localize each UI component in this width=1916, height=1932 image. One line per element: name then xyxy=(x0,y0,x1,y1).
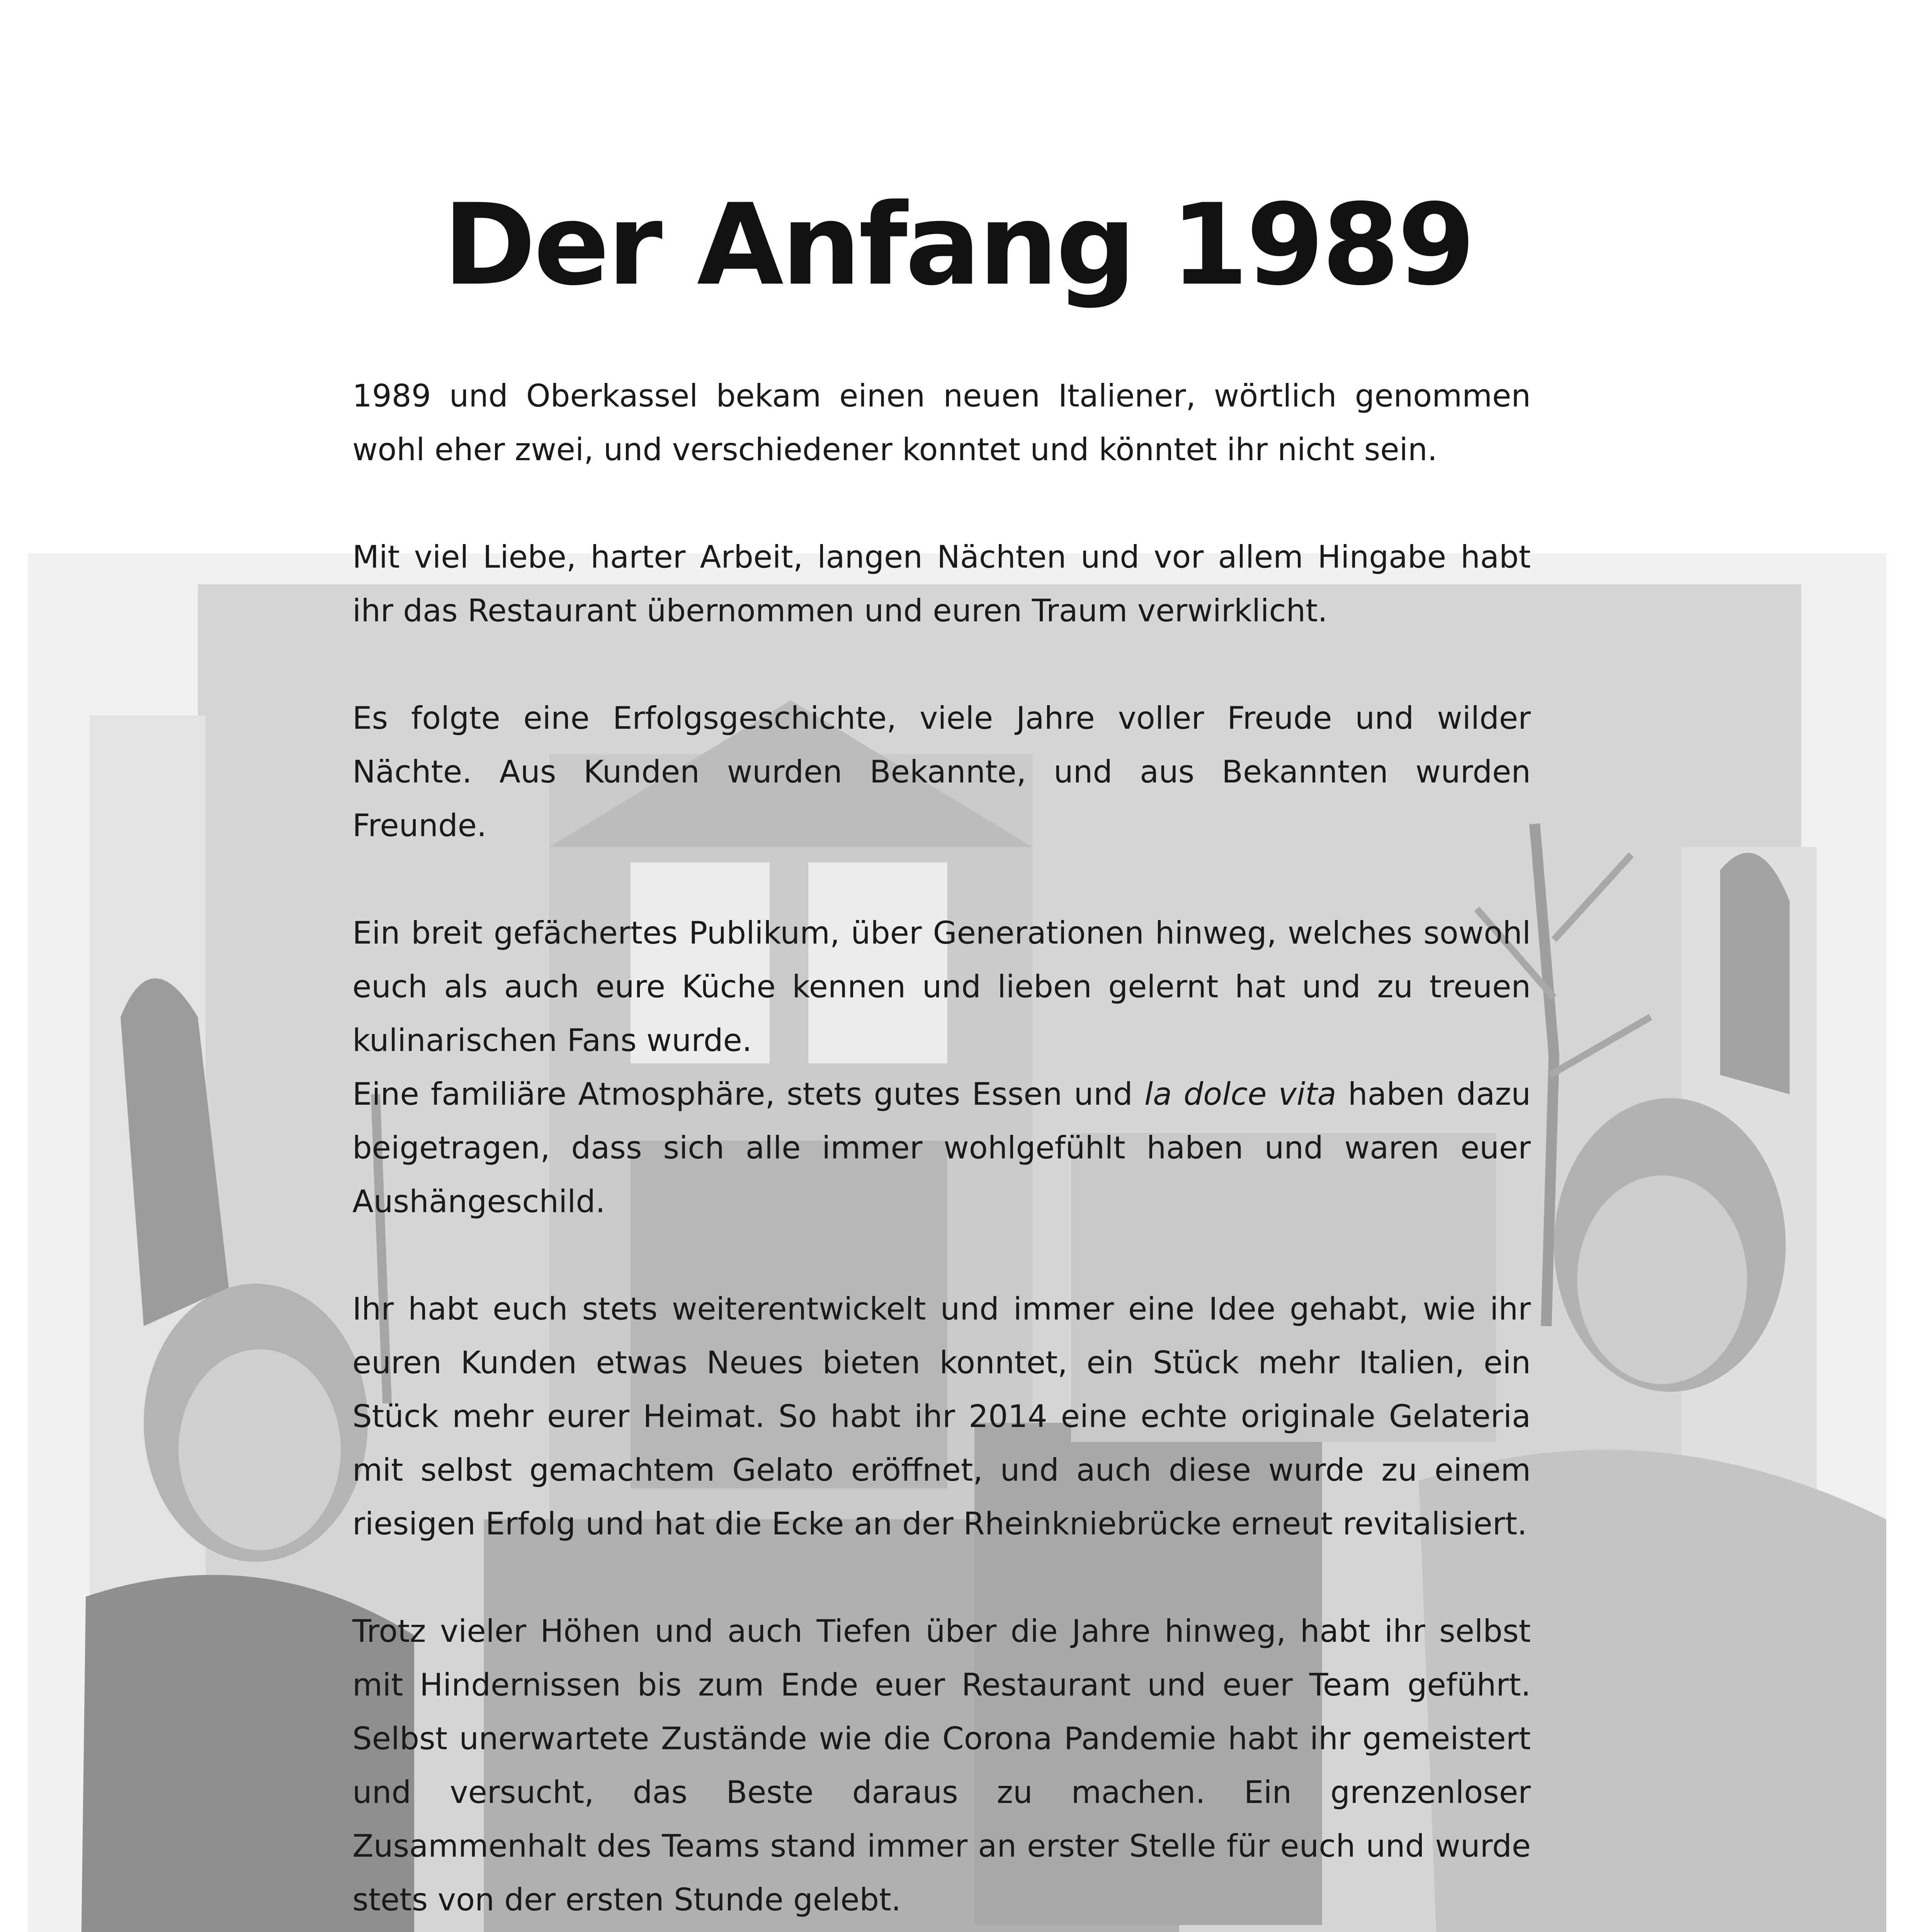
article-body xyxy=(352,369,1531,1932)
paragraph-love-work: Mit viel Liebe, harter Arbeit, langen Nächten und vor allem Hingabe habt ihr das Restaurant übernommen und euren Traum verwirklicht. xyxy=(352,539,1531,629)
atmosphere-text-end: haben dazu beigetragen, dass sich alle immer wohlgefühlt haben und waren euer Aushängeschild. xyxy=(352,1076,1531,1219)
paragraph-audience: Ein breit gefächertes Publikum, über Generationen hinweg, welches sowohl euch als auch eure Küche kennen und lieben gelernt hat und zu treuen kulinarischen Fans wurde. xyxy=(352,915,1531,1058)
page-title: Der Anfang 1989 xyxy=(443,180,1473,310)
la-dolce-vita-italic: la dolce vita xyxy=(1144,1076,1336,1112)
paragraph-success-story: Es folgte eine Erfolgsgeschichte, viele Jahre voller Freude und wilder Nächte. Aus Kunden wurden Bekannte, und aus Bekannten wurden Freunde. xyxy=(352,700,1531,844)
paragraph-gelateria: Ihr habt euch stets weiterentwickelt und immer eine Idee gehabt, wie ihr euren Kunden etwas Neues bieten konntet, ein Stück mehr Italien, ein Stück mehr eurer Heimat. So habt ihr 2014 eine echte originale Gelateria mit selbst gemachtem Gelato eröffnet, und auch diese wurde zu einem riesigen Erfolg und hat die Ecke an der Rheinkniebrücke erneut revitalisiert. xyxy=(352,1291,1531,1542)
paragraph-intro: 1989 und Oberkassel bekam einen neuen Italiener, wörtlich genommen wohl eher zwei, und verschiedener konntet und könntet ihr nicht sein. xyxy=(352,378,1531,468)
paragraph-challenges: Trotz vieler Höhen und auch Tiefen über die Jahre hinweg, habt ihr selbst mit Hindernissen bis zum Ende euer Restaurant und euer Team geführt. Selbst unerwartete Zustände wie die Corona Pandemie habt ihr gemeistert und versucht, das Beste daraus zu machen. Ein grenzenloser Zusammenhalt des Teams stand immer an erster Stelle für euch und wurde stets von der ersten Stunde gelebt. xyxy=(352,1613,1531,1918)
atmosphere-text-start: Eine familiäre Atmosphäre, stets gutes Essen und xyxy=(352,1076,1144,1112)
paragraph-atmosphere xyxy=(352,1067,1531,1228)
